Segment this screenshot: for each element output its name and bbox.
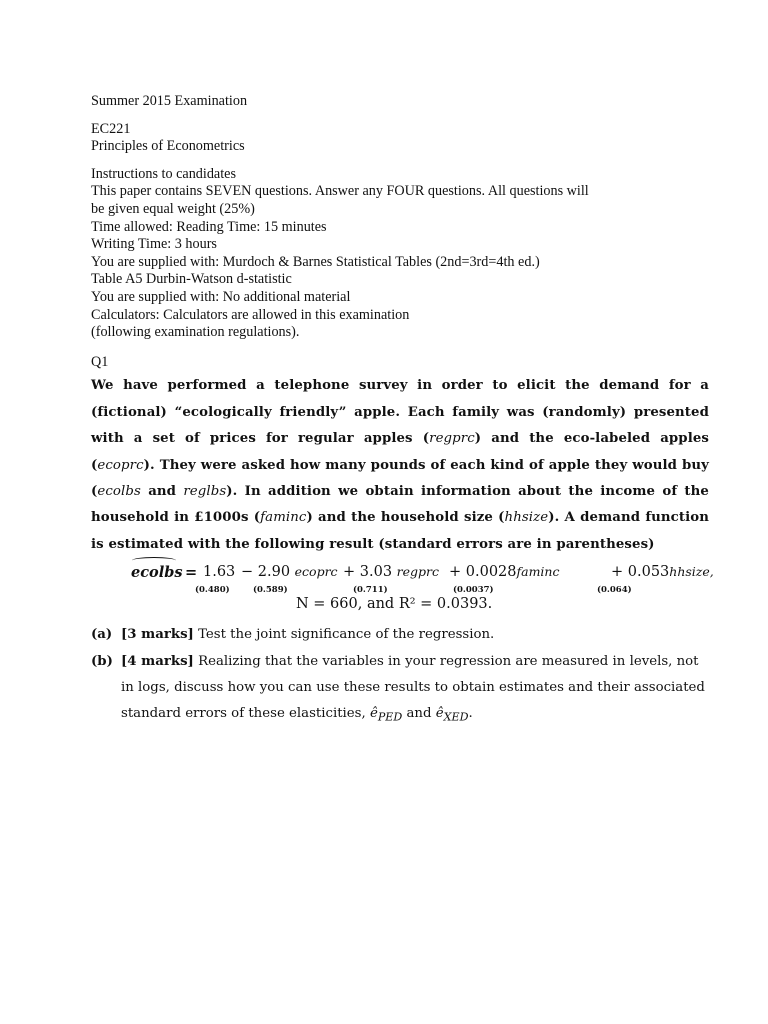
instruction-line: Time allowed: Reading Time: 15 minutes xyxy=(91,218,327,235)
coef-value: − 2.90 xyxy=(241,564,291,581)
question-text-part: We have performed a telephone survey in order to elicit the demand for a (fictional) “ecologically friendly” apple. Each family was (randomly) presented with a set of prices for regular apples ( xyxy=(91,378,709,447)
coef-faminc xyxy=(449,564,559,580)
se-regprc: (0.711) xyxy=(353,585,388,596)
part-text xyxy=(121,622,711,648)
coef-hhsize xyxy=(611,564,714,580)
exam-title: Summer 2015 Examination xyxy=(91,93,248,109)
course-name: Principles of Econometrics xyxy=(91,138,245,155)
instruction-line: You are supplied with: Murdoch & Barnes Statistical Tables (2nd=3rd=4th ed.) xyxy=(91,253,540,270)
question-text-part: ) and the eco-labeled apples ( xyxy=(91,431,709,473)
se-ecoprc: (0.589) xyxy=(253,585,288,596)
variable-ecolbs: ecolbs xyxy=(97,483,141,499)
se-intercept: (0.480) xyxy=(195,585,230,596)
elasticity-subscript: PED xyxy=(377,711,403,725)
elasticity-ped xyxy=(369,706,403,725)
question-text xyxy=(91,373,709,558)
regression-equation xyxy=(91,558,714,622)
question-part-a xyxy=(91,622,711,648)
se-hhsize: (0.064) xyxy=(597,585,632,596)
instruction-line: Table A5 Durbin-Watson d-statistic xyxy=(91,271,292,288)
part-marks: [3 marks] xyxy=(121,627,194,643)
coef-value: + 0.0028 xyxy=(449,564,517,581)
question-part-b xyxy=(91,649,711,732)
equation-lhs: ecolbs xyxy=(131,564,183,582)
variable-reglbs: reglbs xyxy=(183,483,227,499)
variable-ecoprc: ecoprc xyxy=(97,457,144,473)
exam-header xyxy=(91,93,711,371)
part-marks: [4 marks] xyxy=(121,653,194,669)
instruction-line: Calculators: Calculators are allowed in this examination xyxy=(91,306,410,323)
part-body: and xyxy=(402,706,436,722)
se-faminc: (0.0037) xyxy=(453,585,494,596)
instruction-line: be given equal weight (25%) xyxy=(91,200,255,217)
coef-ecoprc xyxy=(241,564,338,580)
coef-value: + 3.03 xyxy=(343,564,393,581)
instruction-line: This paper contains SEVEN questions. Answer any FOUR questions. All questions will xyxy=(91,183,589,200)
question-text-part: ). A demand function is estimated with the following result (standard errors are in parentheses) xyxy=(91,510,710,552)
coef-intercept: 1.63 xyxy=(203,564,236,581)
question-text-part: and xyxy=(140,483,184,499)
coef-variable: faminc xyxy=(516,564,560,580)
question-label: Q1 xyxy=(91,353,109,370)
part-body: . xyxy=(468,706,473,722)
question-text-part: ) and the household size ( xyxy=(306,510,505,526)
part-label: (b) xyxy=(91,653,113,669)
elasticity-subscript: XED xyxy=(443,711,469,725)
question-parts xyxy=(91,622,711,731)
coef-variable: regprc xyxy=(396,564,440,580)
variable-faminc: faminc xyxy=(260,510,307,526)
coef-variable: hhsize, xyxy=(669,564,714,580)
coef-variable: ecoprc xyxy=(294,564,338,580)
variable-regprc: regprc xyxy=(429,431,475,447)
coef-regprc xyxy=(343,564,439,580)
exam-page xyxy=(91,93,714,731)
instruction-line: Writing Time: 3 hours xyxy=(91,236,217,253)
model-statistics: N = 660, and R² = 0.0393. xyxy=(296,596,493,613)
instruction-line: (following examination regulations). xyxy=(91,324,300,341)
coef-value: + 0.053 xyxy=(611,564,670,581)
instructions-heading: Instructions to candidates xyxy=(91,165,236,182)
part-body: Realizing that the variables in your regression are measured in levels, not in logs, discuss how you can use these results to obtain estimates and their associated standard errors of these elasticities, xyxy=(121,653,705,722)
question-text-part: ). In addition we obtain information about the income of the household in £1000s ( xyxy=(91,483,709,526)
elasticity-xed xyxy=(435,706,469,725)
hat-accent xyxy=(132,557,176,564)
part-label: (a) xyxy=(91,627,113,643)
elasticity-symbol: ê xyxy=(369,706,378,722)
course-code: EC221 xyxy=(91,120,131,137)
variable-hhsize: hhsize xyxy=(504,510,549,526)
instruction-line: You are supplied with: No additional material xyxy=(91,288,351,305)
elasticity-symbol: ê xyxy=(435,706,444,722)
equals-sign: = xyxy=(185,564,198,582)
question-text-part: ). They were asked how many pounds of each kind of apple they would buy ( xyxy=(91,457,709,499)
part-text xyxy=(121,649,711,732)
part-body: Test the joint significance of the regression. xyxy=(193,627,495,643)
